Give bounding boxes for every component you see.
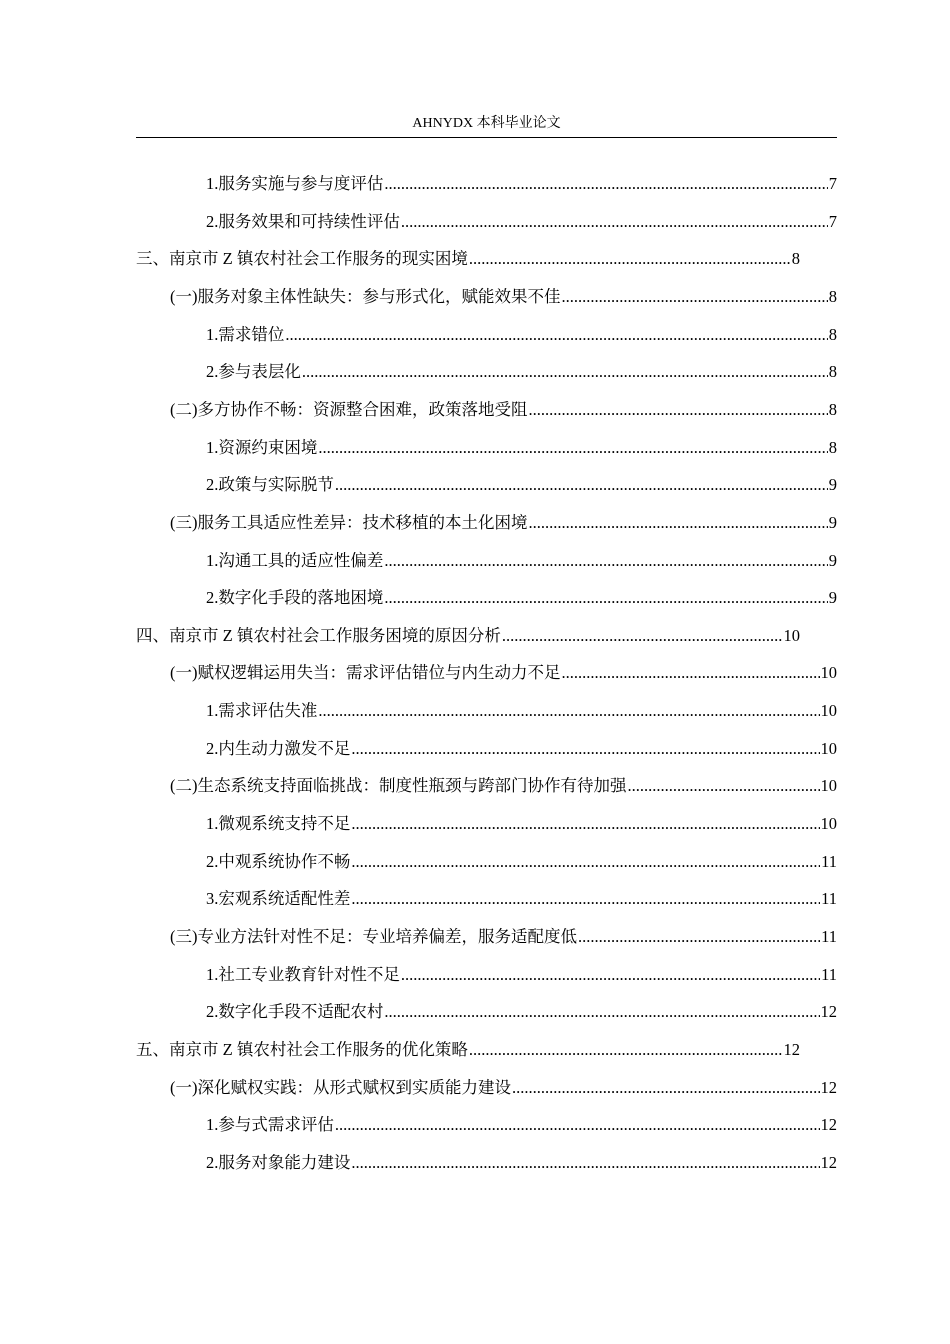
toc-entry-title: 1.沟通工具的适应性偏差 (206, 550, 384, 570)
toc-dot-leader (318, 436, 827, 460)
toc-entry-title: 2.中观系统协作不畅 (206, 851, 351, 871)
toc-entry-title: 五、南京市 Z 镇农村社会工作服务的优化策略 (136, 1039, 468, 1059)
toc-page-number: 12 (783, 1039, 800, 1059)
toc-entry-title: 1.参与式需求评估 (206, 1115, 334, 1135)
toc-entry-title: (二)生态系统支持面临挑战：制度性瓶颈与跨部门协作有待加强 (170, 776, 627, 796)
toc-page-number: 8 (828, 362, 837, 382)
toc-entry-title: 2.参与表层化 (206, 362, 301, 382)
toc-page-number: 10 (820, 814, 837, 834)
toc-page-number: 10 (820, 701, 837, 721)
toc-dot-leader (529, 398, 828, 422)
toc-dot-leader (578, 925, 820, 949)
toc-dot-leader (335, 1113, 820, 1137)
toc-entry-title: 1.需求评估失准 (206, 701, 318, 721)
toc-entry[interactable] (206, 549, 837, 573)
toc-entry-title: (三)专业方法针对性不足：专业培养偏差，服务适配度低 (170, 927, 577, 946)
toc-dot-leader (384, 172, 827, 196)
toc-entry[interactable] (136, 1038, 800, 1062)
toc-dot-leader (384, 586, 827, 610)
toc-page-number: 9 (828, 512, 837, 532)
toc-entry-title: 2.内生动力激发不足 (206, 738, 351, 758)
toc-entry-title: 1.资源约束困境 (206, 437, 318, 457)
toc-entry[interactable] (206, 323, 837, 347)
toc-dot-leader (351, 850, 820, 874)
toc-entry[interactable] (206, 1000, 837, 1024)
toc-entry-title: 2.数字化手段不适配农村 (206, 1002, 384, 1022)
toc-page-number: 10 (820, 776, 837, 796)
toc-dot-leader (351, 1151, 819, 1175)
toc-page-number: 12 (820, 1115, 837, 1135)
header-divider (136, 137, 837, 138)
toc-entry-title: (一)服务对象主体性缺失：参与形式化，赋能效果不佳 (170, 286, 561, 306)
toc-page-number: 8 (828, 286, 837, 306)
toc-page-number: 12 (820, 1152, 837, 1172)
toc-dot-leader (335, 473, 828, 497)
toc-entry-title: 1.需求错位 (206, 324, 285, 344)
toc-entry[interactable] (170, 925, 837, 949)
toc-entry[interactable] (206, 172, 837, 196)
toc-entry[interactable] (206, 473, 837, 497)
toc-entry[interactable] (206, 586, 837, 610)
toc-entry-title: 2.政策与实际脱节 (206, 475, 334, 495)
toc-entry-title: (一)赋权逻辑运用失当：需求评估错位与内生动力不足 (170, 663, 561, 683)
toc-page-number: 10 (820, 663, 837, 683)
toc-entry[interactable] (170, 774, 837, 798)
toc-dot-leader (469, 247, 791, 271)
toc-page-number: 12 (820, 1002, 837, 1022)
toc-entry-title: 3.宏观系统适配性差 (206, 889, 351, 909)
toc-entry-title: 2.服务效果和可持续性评估 (206, 211, 400, 231)
toc-entry[interactable] (170, 511, 837, 535)
toc-entry[interactable] (206, 360, 837, 384)
toc-entry[interactable] (206, 812, 837, 836)
toc-entry-title: 1.社工专业教育针对性不足 (206, 964, 400, 984)
toc-dot-leader (302, 360, 828, 384)
toc-dot-leader (502, 624, 783, 648)
toc-dot-leader (628, 774, 820, 798)
toc-entry[interactable] (170, 285, 837, 309)
toc-entry[interactable] (206, 963, 837, 987)
toc-entry[interactable] (136, 247, 800, 271)
toc-entry-title: 2.服务对象能力建设 (206, 1152, 351, 1172)
toc-entry-title: 四、南京市 Z 镇农村社会工作服务困境的原因分析 (136, 625, 501, 645)
toc-entry[interactable] (170, 661, 837, 685)
toc-page-number: 8 (828, 324, 837, 344)
toc-dot-leader (285, 323, 827, 347)
toc-dot-leader (351, 812, 819, 836)
toc-entry[interactable] (136, 624, 800, 648)
toc-entry-title: (一)深化赋权实践：从形式赋权到实质能力建设 (170, 1077, 511, 1097)
toc-dot-leader (351, 737, 819, 761)
toc-entry[interactable] (170, 398, 837, 422)
toc-page-number: 7 (828, 174, 837, 193)
toc-entry-title: 2.数字化手段的落地困境 (206, 588, 384, 608)
toc-dot-leader (512, 1076, 820, 1100)
toc-dot-leader (384, 549, 827, 573)
toc-dot-leader (318, 699, 819, 723)
toc-dot-leader (562, 661, 820, 685)
toc-page-number: 11 (821, 889, 837, 909)
toc-entry-title: (三)服务工具适应性差异：技术移植的本土化困境 (170, 512, 528, 532)
toc-entry[interactable] (206, 1151, 837, 1175)
toc-entry-title: 1.服务实施与参与度评估 (206, 174, 384, 193)
toc-entry-title: 1.微观系统支持不足 (206, 814, 351, 834)
toc-entry[interactable] (206, 887, 837, 911)
toc-entry[interactable] (206, 210, 837, 234)
toc-page-number: 9 (828, 588, 837, 608)
toc-entry[interactable] (206, 737, 837, 761)
toc-page-number: 7 (828, 211, 837, 231)
toc-page-number: 12 (820, 1077, 837, 1097)
toc-entry[interactable] (206, 850, 837, 874)
toc-page-number: 9 (828, 475, 837, 495)
toc-entry[interactable] (206, 1113, 837, 1137)
toc-dot-leader (562, 285, 828, 309)
toc-entry-title: (二)多方协作不畅：资源整合困难，政策落地受阻 (170, 399, 528, 419)
toc-dot-leader (401, 963, 820, 987)
toc-entry-title: 三、南京市 Z 镇农村社会工作服务的现实困境 (136, 249, 468, 269)
toc-dot-leader (469, 1038, 783, 1062)
toc-dot-leader (384, 1000, 819, 1024)
toc-dot-leader (351, 887, 820, 911)
running-header-title: AHNYDX 本科毕业论文 (412, 116, 561, 131)
toc-dot-leader (401, 210, 828, 234)
toc-page-number: 11 (821, 927, 837, 946)
toc-page-number: 9 (828, 550, 837, 570)
toc-entry[interactable] (170, 1076, 837, 1100)
toc-page-number: 8 (828, 437, 837, 457)
toc-entry[interactable] (206, 436, 837, 460)
toc-dot-leader (529, 511, 828, 535)
toc-page-number: 10 (783, 625, 800, 645)
toc-entry[interactable] (206, 699, 837, 723)
toc-page-number: 8 (791, 249, 800, 269)
toc-page-number: 8 (828, 399, 837, 419)
toc-page-number: 11 (821, 851, 837, 871)
toc-page-number: 10 (820, 738, 837, 758)
toc-page-number: 11 (821, 964, 837, 984)
